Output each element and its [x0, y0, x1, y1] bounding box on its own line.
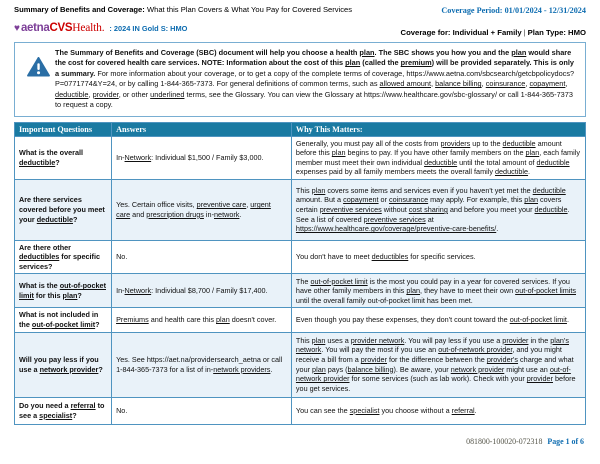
page-footer	[466, 437, 584, 446]
table-row-out-of-pocket-limit	[15, 274, 586, 308]
coverage-for: Coverage for: Individual + Family	[400, 28, 522, 37]
plan-type: Plan Type: HMO	[527, 28, 586, 37]
question-cell: What is the out-of-pocket limit for this plan?	[15, 274, 112, 308]
col-header-answers: Answers	[112, 122, 292, 136]
table-header-row	[15, 122, 586, 136]
aetna-wordmark: aetna	[20, 21, 50, 34]
answer-cell: No.	[112, 240, 292, 274]
page-number: Page 1 of 6	[547, 437, 584, 446]
header-right	[401, 5, 586, 37]
why-cell: This plan uses a provider network. You will pay less if you use a provider in the plan's network. You will pay the most if you use an out-of-network provider, and you might receive a bill from a provider for the difference between the provider's charge and what your plan pays (balance billing). Be aware, your network provider might use an out-of-network provider for some services (such as lab work). Check with your provider before you get services.	[291, 332, 585, 397]
why-cell: Even though you pay these expenses, they don't count toward the out-of-pocket limit.	[291, 308, 585, 332]
important-questions-table	[14, 122, 586, 425]
document-title	[14, 5, 352, 15]
plan-name: : 2024 IN Gold S: HMO	[109, 23, 188, 33]
intro-paragraph: The Summary of Benefits and Coverage (SBC) document will help you choose a health plan. The SBC shows you how you and the plan would share the cost for covered health care services. NOTE: Information about the cost of this plan (called the premium) will be provided separately. This is only a summary. For more information about your coverage, or to get a copy of the complete terms of coverage, https://www.aetna.com/sbcsearch/getcbpolicydocs?P=0771774&Y=24, or by calling 1-844-365-7373. For general definitions of common terms, such as allowed amount, balance billing, coinsurance, copayment, deductible, provider, or other underlined terms, see the Glossary. You can view the Glossary at https://www.healthcare.gov/sbc-glossary/ or call 1-844-365-7373 to request a copy.	[55, 48, 575, 110]
header-left	[14, 5, 352, 34]
answer-cell: In-Network: Individual $1,500 / Family $3,000.	[112, 136, 292, 179]
table-row-network-provider	[15, 332, 586, 397]
health-wordmark: Health.	[72, 21, 105, 34]
table-body	[15, 136, 586, 424]
warning-icon	[21, 48, 55, 111]
col-header-why-this-matters: Why This Matters:	[291, 122, 585, 136]
answer-cell: Premiums and health care this plan doesn't cover.	[112, 308, 292, 332]
col-header-important-questions: Important Questions	[15, 122, 112, 136]
coverage-for-line	[401, 28, 586, 37]
question-cell: Are there other deductibles for specific services?	[15, 240, 112, 274]
question-cell: Are there services covered before you meet your deductible?	[15, 179, 112, 240]
why-cell: The out-of-pocket limit is the most you could pay in a year for covered services. If you have other family members in this plan, they have to meet their own out-of-pocket limits until the overall family out-of-pocket limit has been met.	[291, 274, 585, 308]
question-cell: What is the overall deductible?	[15, 136, 112, 179]
question-cell: Will you pay less if you use a network provider?	[15, 332, 112, 397]
document-header	[14, 5, 586, 37]
document-number: 081800-100020-072318	[466, 437, 543, 446]
table-head	[15, 122, 586, 136]
answer-cell: Yes. See https://aet.na/providersearch_aetna or call 1-844-365-7373 for a list of in-network providers.	[112, 332, 292, 397]
table-row-overall-deductible	[15, 136, 586, 179]
question-cell: Do you need a referral to see a specialist?	[15, 397, 112, 424]
question-cell: What is not included in the out-of-pocket limit?	[15, 308, 112, 332]
why-cell: This plan covers some items and services even if you haven't yet met the deductible amount. But a copayment or coinsurance may apply. For example, this plan covers certain preventive services without cost sharing and before you meet your deductible. See a list of covered preventive services at https://www.healthcare.gov/coverage/preventive-care-benefits/.	[291, 179, 585, 240]
document-title-rest: What this Plan Covers & What You Pay for Covered Services	[144, 5, 353, 14]
aetna-heart-icon: ♥	[14, 22, 20, 34]
table-row-services-before-deductible	[15, 179, 586, 240]
cvs-wordmark: CVS	[49, 21, 73, 34]
why-cell: You don't have to meet deductibles for specific services.	[291, 240, 585, 274]
answer-cell: In-Network: Individual $8,700 / Family $17,400.	[112, 274, 292, 308]
brand-logo	[14, 22, 352, 34]
answer-cell: Yes. Certain office visits, preventive care, urgent care and prescription drugs in-network.	[112, 179, 292, 240]
coverage-period: Coverage Period: 01/01/2024 - 12/31/2024	[441, 6, 586, 15]
intro-box	[14, 42, 586, 117]
table-row-other-deductibles	[15, 240, 586, 274]
table-row-referral-specialist	[15, 397, 586, 424]
why-cell: You can see the specialist you choose without a referral.	[291, 397, 585, 424]
answer-cell: No.	[112, 397, 292, 424]
table-row-not-included-in-limit	[15, 308, 586, 332]
header-divider: |	[523, 28, 526, 37]
why-cell: Generally, you must pay all of the costs from providers up to the deductible amount before this plan begins to pay. If you have other family members on the plan, each family member must meet their own individual deductible until the total amount of deductible expenses paid by all family members meets the overall family deductible.	[291, 136, 585, 179]
document-title-bold: Summary of Benefits and Coverage:	[14, 5, 145, 14]
